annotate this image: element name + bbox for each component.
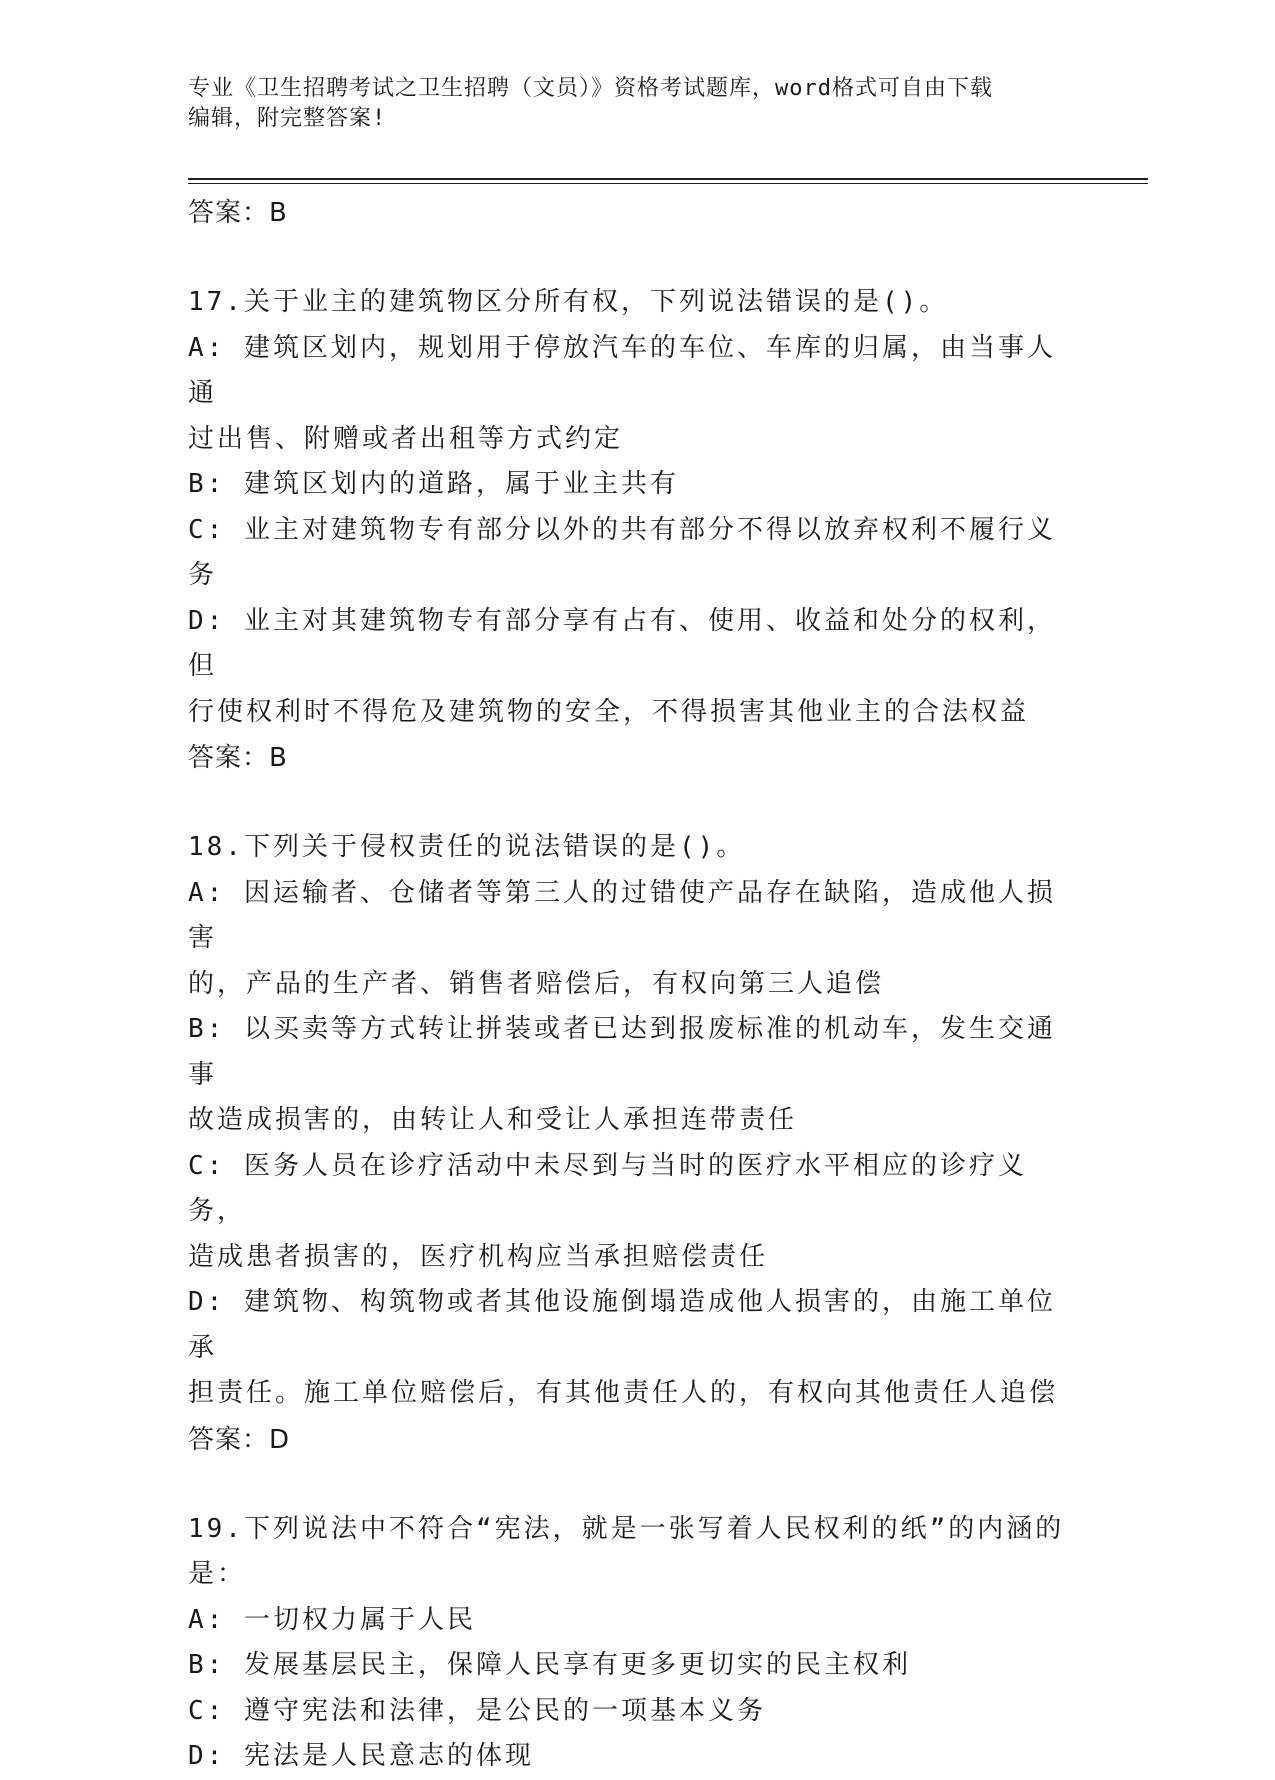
header-divider-thin: [188, 183, 1148, 184]
question-19-option-c: C: 遵守宪法和法律，是公民的一项基本义务: [188, 1695, 766, 1726]
question-17-option-d-cont: 行使权利时不得危及建筑物的安全，不得损害其他业主的合法权益: [188, 696, 1030, 727]
question-19-option-d: D: 宪法是人民意志的体现: [188, 1741, 534, 1771]
header-line-1: 专业《卫生招聘考试之卫生招聘（文员）》资格考试题库，word格式可自由下载: [188, 76, 993, 101]
question-17-option-b: B: 建筑区划内的道路，属于业主共有: [188, 469, 679, 499]
question-17-answer: 答案：B: [188, 743, 288, 773]
question-19-stem: 19.下列说法中不符合“宪法，就是一张写着人民权利的纸”的内涵的: [188, 1513, 1065, 1544]
document-header: [188, 74, 1068, 134]
question-17-stem: 17.关于业主的建筑物区分所有权，下列说法错误的是()。: [188, 287, 949, 317]
answer-line: 答案：B: [188, 198, 288, 228]
question-18: [188, 825, 1078, 1463]
question-17-option-a-cont: 过出售、附赠或者出租等方式约定: [188, 423, 624, 454]
question-18-stem: 18.下列关于侵权责任的说法错误的是()。: [188, 832, 746, 862]
question-18-option-b-cont: 故造成损害的，由转让人和受让人承担连带责任: [188, 1105, 798, 1135]
question-18-option-b: B: 以买卖等方式转让拼装或者已达到报废标准的机动车，发生交通事: [188, 1014, 1056, 1090]
header-line-2: 编辑，附完整答案!: [188, 106, 387, 131]
question-18-option-a-cont: 的，产品的生产者、销售者赔偿后，有权向第三人追偿: [188, 968, 885, 999]
question-17: [188, 280, 1078, 781]
question-17-option-d: D: 业主对其建筑物专有部分享有占有、使用、收益和处分的权利，但: [188, 605, 1056, 681]
question-19-option-b: B: 发展基层民主，保障人民享有更多更切实的民主权利: [188, 1650, 911, 1680]
question-18-option-c: C: 医务人员在诊疗活动中未尽到与当时的医疗水平相应的诊疗义务，: [188, 1150, 1027, 1226]
question-18-option-c-cont: 造成患者损害的，医疗机构应当承担赔偿责任: [188, 1241, 769, 1272]
question-19-option-a: A: 一切权力属于人民: [188, 1604, 476, 1635]
question-18-answer: 答案：D: [188, 1424, 291, 1455]
question-19: [188, 1507, 1078, 1780]
question-19-stem-cont: 是：: [188, 1559, 247, 1589]
question-17-option-c: C: 业主对建筑物专有部分以外的共有部分不得以放弃权利不履行义务: [188, 514, 1056, 590]
question-18-option-d-cont: 担责任。施工单位赔偿后，有其他责任人的，有权向其他责任人追偿: [188, 1378, 1059, 1408]
header-divider-thick: [188, 178, 1148, 180]
question-18-option-a: A: 因运输者、仓储者等第三人的过错使产品存在缺陷，造成他人损害: [188, 877, 1056, 953]
question-17-option-a: A: 建筑区划内，规划用于停放汽车的车位、车库的归属，由当事人通: [188, 332, 1056, 408]
question-18-option-d: D: 建筑物、构筑物或者其他设施倒塌造成他人损害的，由施工单位承: [188, 1287, 1056, 1363]
document-body: [188, 190, 1078, 1780]
